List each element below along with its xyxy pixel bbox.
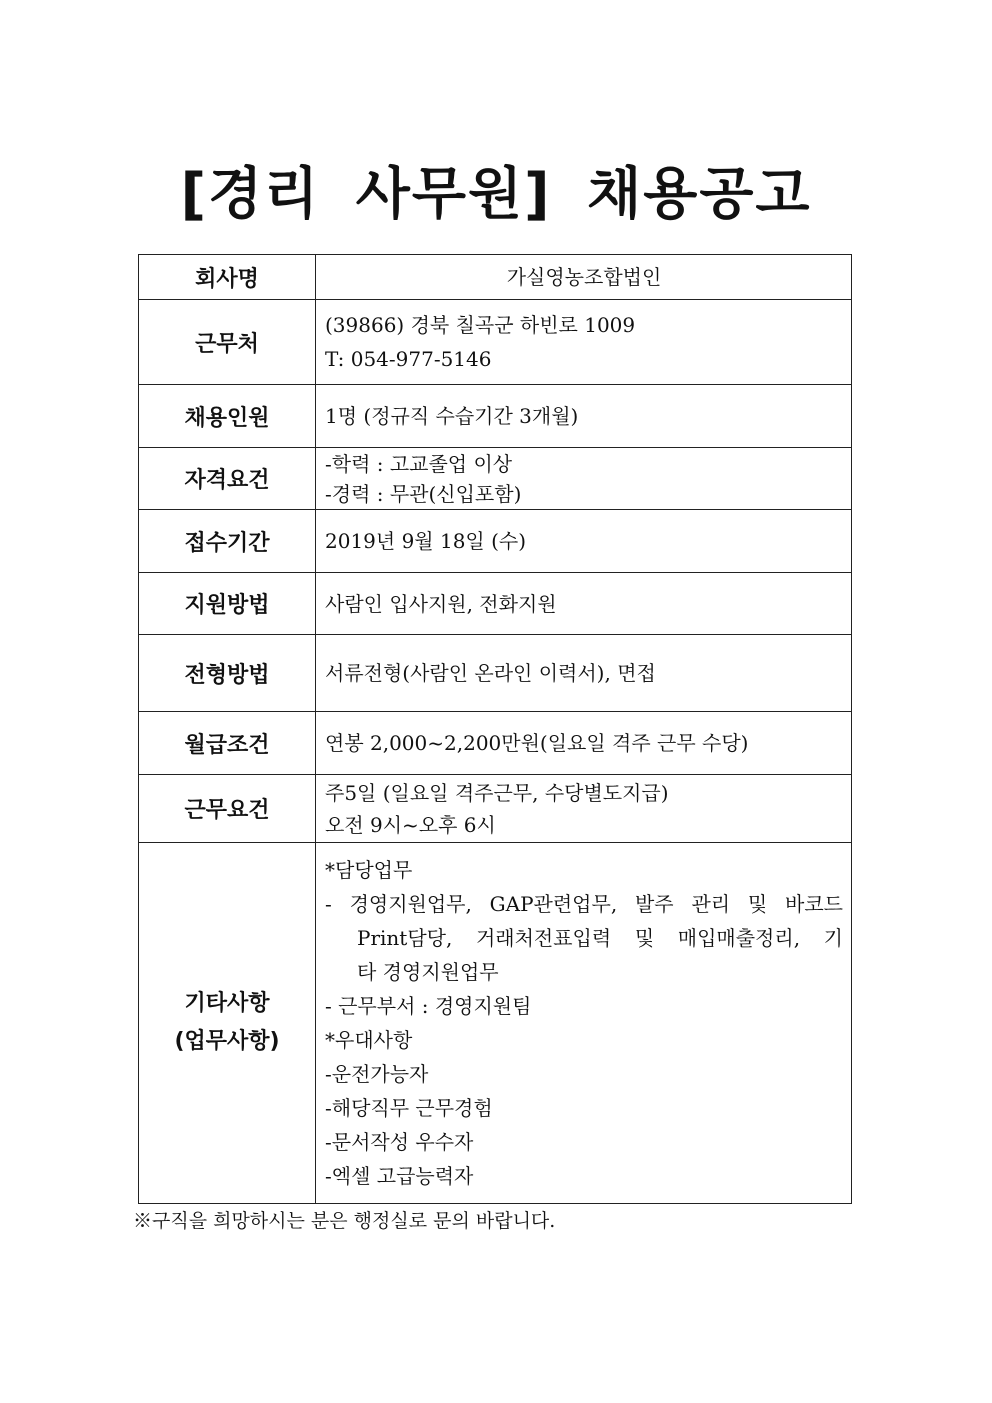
label-apply-method: 지원방법 — [139, 573, 316, 635]
workplace-address: (39866) 경북 칠곡군 하빈로 1009 — [325, 313, 636, 337]
label-selection: 전형방법 — [139, 635, 316, 712]
label-hiring: 채용인원 — [139, 385, 316, 448]
label-work-conditions: 근무요건 — [139, 775, 316, 843]
table-row-apply-method — [139, 573, 852, 635]
value-etc — [316, 843, 852, 1204]
value-company — [316, 255, 852, 300]
table-row-salary — [139, 712, 852, 775]
department: - 근무부서 : 경영지원팀 — [325, 994, 532, 1018]
value-apply-method — [316, 573, 852, 635]
table-row-workplace — [139, 300, 852, 385]
footnote: ※구직을 희망하시는 분은 행정실로 문의 바랍니다. — [133, 1210, 556, 1232]
table-row-etc — [139, 843, 852, 1204]
table-row-selection — [139, 635, 852, 712]
label-company: 회사명 — [139, 255, 316, 300]
qualification-education: -학력 : 고교졸업 이상 — [325, 451, 513, 476]
qualification-experience: -경력 : 무관(신입포함) — [325, 481, 522, 506]
company-name: 가실영농조합법인 — [506, 265, 662, 289]
value-qualification — [316, 448, 852, 510]
label-etc-line2: (업무사항) — [174, 1029, 280, 1054]
application-period: 2019년 9월 18일 (수) — [325, 529, 527, 553]
label-salary: 월급조건 — [139, 712, 316, 775]
duties-line-3: 타 경영지원업무 — [357, 960, 499, 984]
preference-item: -해당직무 근무경험 — [325, 1096, 493, 1120]
label-etc-line1: 기타사항 — [184, 991, 270, 1016]
preference-item: -운전가능자 — [325, 1062, 429, 1086]
selection-method: 서류전형(사람인 온라인 이력서), 면접 — [325, 661, 656, 685]
duties-line-1: - 경영지원업무, GAP관련업무, 발주 관리 및 바코드 — [325, 892, 843, 916]
table-row-qualification — [139, 448, 852, 510]
salary-terms: 연봉 2,000~2,200만원(일요일 격주 근무 수당) — [325, 731, 749, 755]
page-title: [경리 사무원] 채용공고 — [180, 162, 812, 227]
label-period: 접수기간 — [139, 510, 316, 573]
value-hiring — [316, 385, 852, 448]
preference-heading: *우대사항 — [325, 1028, 413, 1052]
value-salary — [316, 712, 852, 775]
job-posting-table — [138, 254, 852, 1204]
value-work-conditions — [316, 775, 852, 843]
value-selection — [316, 635, 852, 712]
duties-heading: *담당업무 — [325, 858, 413, 882]
label-etc — [139, 843, 316, 1204]
work-hours: 오전 9시~오후 6시 — [325, 812, 496, 837]
table-row-period — [139, 510, 852, 573]
value-workplace — [316, 300, 852, 385]
table-row-company — [139, 255, 852, 300]
table-row-work-conditions — [139, 775, 852, 843]
label-qualification: 자격요건 — [139, 448, 316, 510]
preference-item: -엑셀 고급능력자 — [325, 1164, 474, 1188]
duties-line-2: Print담당, 거래처전표입력 및 매입매출정리, 기 — [357, 926, 843, 950]
apply-method: 사람인 입사지원, 전화지원 — [325, 591, 557, 616]
workplace-phone: T: 054-977-5146 — [325, 347, 492, 371]
preference-item: -문서작성 우수자 — [325, 1130, 474, 1154]
hiring-count: 1명 (정규직 수습기간 3개월) — [325, 404, 579, 428]
work-days: 주5일 (일요일 격주근무, 수당별도지급) — [325, 780, 669, 805]
value-period — [316, 510, 852, 573]
table-row-hiring — [139, 385, 852, 448]
label-workplace: 근무처 — [139, 300, 316, 385]
